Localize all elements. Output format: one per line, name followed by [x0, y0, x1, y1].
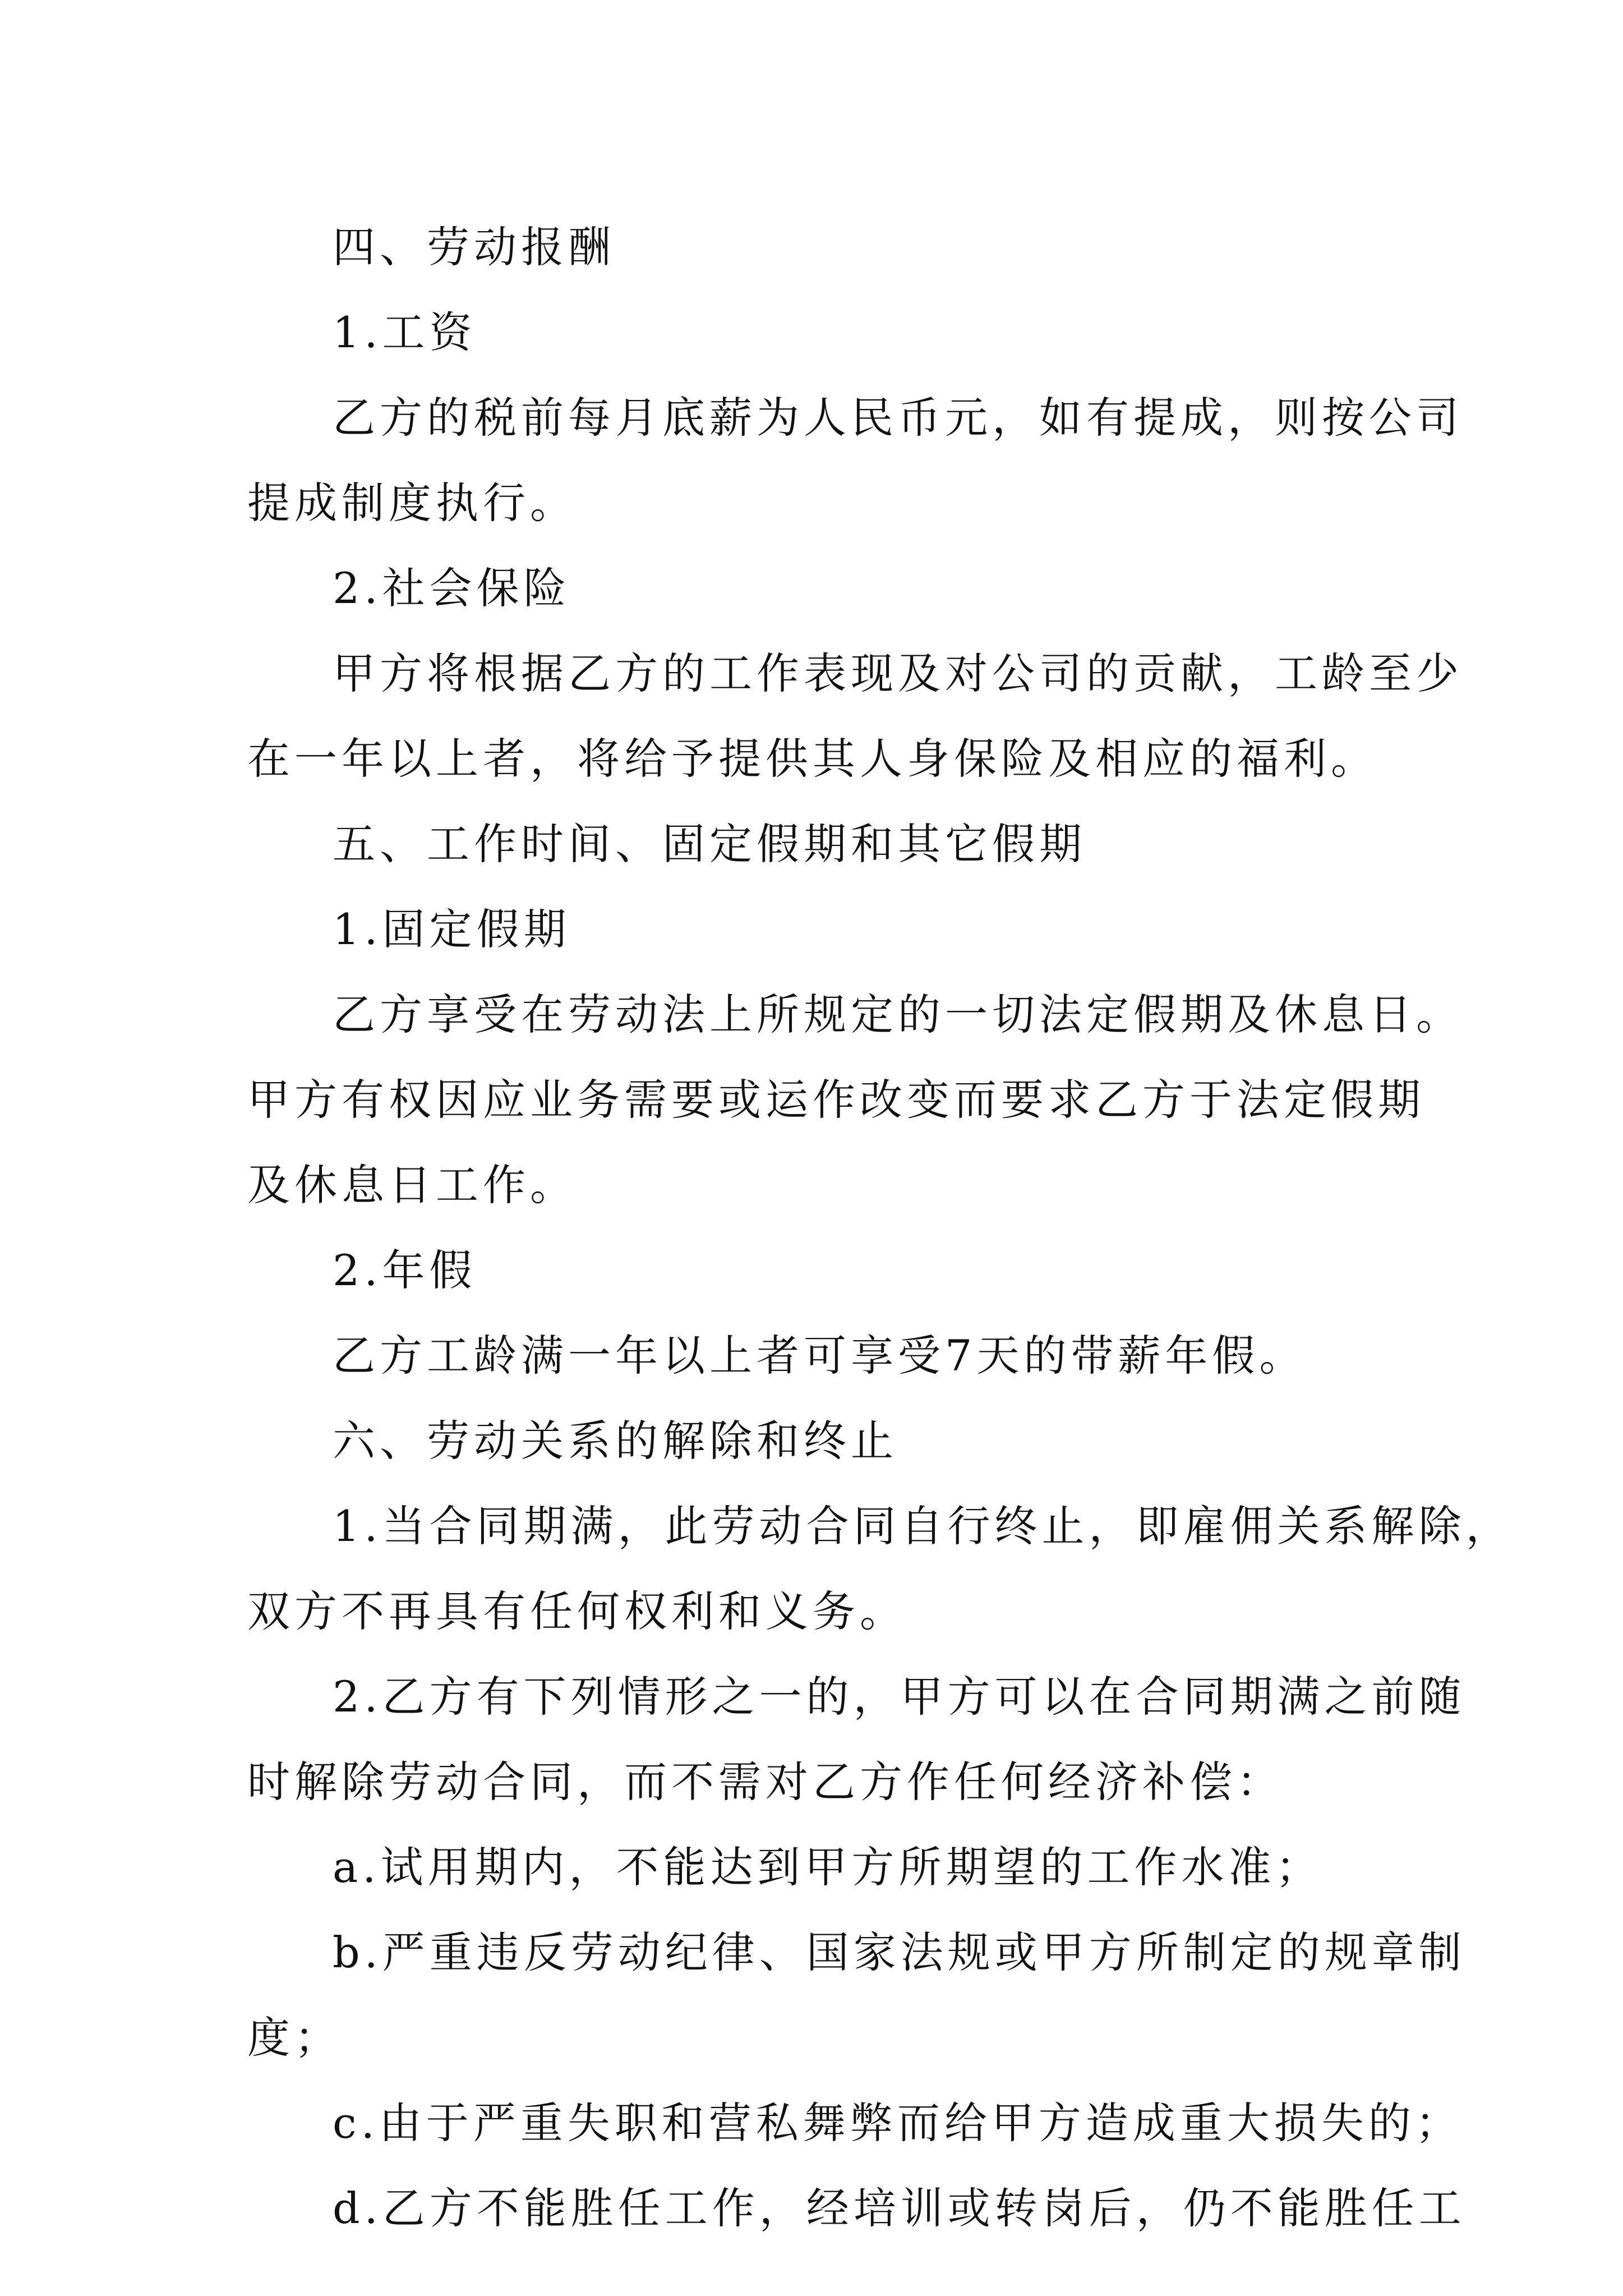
paragraph-line: 甲方将根据乙方的工作表现及对公司的贡献，工龄至少	[333, 648, 1463, 698]
paragraph-line: 2.乙方有下列情形之一的，甲方可以在合同期满之前随	[333, 1672, 1466, 1722]
list-item-c: c.由于严重失职和营私舞弊而给甲方造成重大损失的；	[333, 2098, 1463, 2148]
paragraph-line: 1.当合同期满，此劳动合同自行终止，即雇佣关系解除，	[333, 1501, 1513, 1551]
paragraph-line: 乙方工龄满一年以上者可享受7天的带薪年假。	[333, 1331, 1307, 1381]
paragraph-line: 提成制度执行。	[247, 478, 577, 528]
paragraph-line: 在一年以上者，将给予提供其人身保险及相应的福利。	[247, 734, 1378, 784]
list-item-d: d.乙方不能胜任工作，经培训或转岗后，仍不能胜任工	[333, 2183, 1466, 2233]
paragraph-line: 乙方的税前每月底薪为人民币元，如有提成，则按公司	[333, 393, 1463, 443]
section-heading-4: 四、劳动报酬	[333, 222, 615, 272]
section-heading-5: 五、工作时间、固定假期和其它假期	[333, 819, 1086, 869]
document-body	[247, 205, 1513, 2251]
paragraph-line: 及休息日工作。	[247, 1160, 577, 1210]
paragraph-line: 乙方享受在劳动法上所规定的一切法定假期及休息日。	[333, 990, 1463, 1039]
subheading-social-insurance: 2.社会保险	[333, 563, 571, 613]
subheading-salary: 1.工资	[333, 307, 477, 357]
section-heading-6: 六、劳动关系的解除和终止	[333, 1416, 898, 1466]
subheading-annual-leave: 2.年假	[333, 1245, 477, 1295]
paragraph-line: 双方不再具有任何权利和义务。	[247, 1586, 907, 1636]
list-item-b-continued: 度；	[247, 2013, 342, 2063]
subheading-fixed-holidays: 1.固定假期	[333, 904, 571, 954]
paragraph-line: 甲方有权因应业务需要或运作改变而要求乙方于法定假期	[247, 1075, 1425, 1125]
list-item-a: a.试用期内，不能达到甲方所期望的工作水准；	[333, 1842, 1323, 1892]
paragraph-line: 时解除劳动合同，而不需对乙方作任何经济补偿：	[247, 1757, 1284, 1807]
list-item-b: b.严重违反劳动纪律、国家法规或甲方所制定的规章制	[333, 1927, 1466, 1977]
